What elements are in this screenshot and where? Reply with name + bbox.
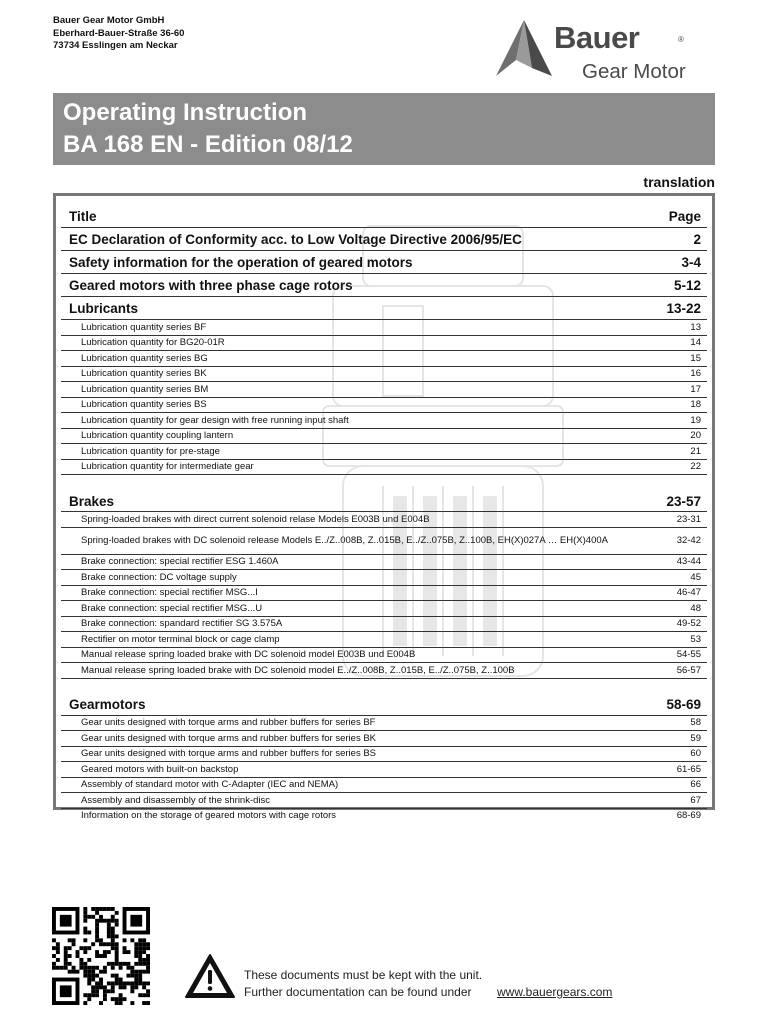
toc-subrow-label: Lubrication quantity coupling lantern: [81, 430, 234, 442]
toc-subrow-label: Information on the storage of geared motors with cage rotors: [81, 810, 337, 822]
toc-subrow[interactable]: [61, 793, 707, 809]
company-name: Bauer Gear Motor GmbH: [53, 15, 165, 26]
title-banner: [53, 93, 715, 165]
document-edition: BA 168 EN - Edition 08/12: [63, 131, 353, 158]
toc-subrow-page: 66: [690, 779, 701, 791]
toc-subrow-label: Brake connection: spandard rectifier SG 3.575A: [81, 618, 283, 630]
footer-note: [244, 967, 613, 1001]
toc-subrow-page: 23-31: [676, 513, 701, 525]
toc-subrow[interactable]: [61, 731, 707, 747]
toc-subrow-label: Lubrication quantity series BK: [81, 368, 207, 380]
bauer-logo-mark-icon: [494, 18, 554, 80]
bauer-logo: [494, 18, 716, 86]
toc-row-label: Geared motors with three phase cage rotors: [69, 277, 353, 293]
toc-subrow-page: 67: [690, 794, 701, 806]
toc-subrow-label: Brake connection: special rectifier MSG...U: [81, 602, 263, 614]
toc-subrow-label: Assembly and disassembly of the shrink-disc: [81, 794, 271, 806]
toc-subrow-page: 58: [690, 717, 701, 729]
toc-subrow-label: Manual release spring loaded brake with DC solenoid model E003B und E004B: [81, 649, 416, 661]
brand-subtitle: Gear Motor: [582, 60, 686, 83]
toc-section-page: 23-57: [666, 493, 701, 509]
toc-subrow[interactable]: [61, 809, 707, 824]
toc-subrow-page: 45: [690, 571, 701, 583]
toc-subrow-page: 13: [690, 321, 701, 333]
toc-subrow-page: 54-55: [676, 649, 701, 661]
toc-subrow[interactable]: [61, 747, 707, 763]
toc-subrow-label: Rectifier on motor terminal block or cage clamp: [81, 633, 280, 645]
toc-subrow-label: Gear units designed with torque arms and rubber buffers for series BK: [81, 732, 377, 744]
website-link[interactable]: www.bauergears.com: [497, 985, 613, 999]
brand-registered-mark: ®: [678, 35, 684, 44]
toc-subrow-page: 59: [690, 732, 701, 744]
gear-motor-watermark-icon: [293, 216, 593, 716]
toc-subrow-page: 19: [690, 414, 701, 426]
toc-subrow-page: 48: [690, 602, 701, 614]
warning-triangle-icon: [184, 953, 236, 999]
toc-subrow-page: 17: [690, 383, 701, 395]
brand-name: Bauer: [554, 20, 640, 55]
toc-subrow-label: Spring-loaded brakes with direct current solenoid relase Models E003B und E004B: [81, 513, 430, 525]
toc-subrow-label: Lubrication quantity for gear design with free running input shaft: [81, 414, 349, 426]
company-city: 73734 Esslingen am Neckar: [53, 40, 178, 51]
toc-subrow[interactable]: [61, 716, 707, 732]
toc-subrow-label: Assembly of standard motor with C-Adapter (IEC and NEMA): [81, 779, 339, 791]
table-of-contents: [53, 193, 715, 822]
toc-subrow-page: 16: [690, 368, 701, 380]
toc-subrow-label: Gear units designed with torque arms and rubber buffers for series BF: [81, 717, 376, 729]
toc-subrow-page: 43-44: [676, 556, 701, 568]
toc-subrow-page: 49-52: [676, 618, 701, 630]
document-title: Operating Instruction: [63, 99, 308, 126]
toc-header-page: Page: [668, 208, 701, 224]
toc-subrow-label: Manual release spring loaded brake with DC solenoid model E../Z..008B, Z..015B, E../Z..075B, Z..100B: [81, 664, 515, 676]
translation-label: translation: [643, 174, 715, 190]
toc-row-page: 13-22: [666, 300, 701, 316]
toc-row-page: 2: [693, 231, 701, 247]
toc-subrow-label: Lubrication quantity series BF: [81, 321, 207, 333]
qr-code-icon: [52, 907, 150, 1005]
toc-subrow-label: Brake connection: special rectifier ESG 1.460A: [81, 556, 279, 568]
toc-subrow-page: 14: [690, 337, 701, 349]
toc-subrow-label: Lubrication quantity for BG20-01R: [81, 337, 225, 349]
toc-subrow-label: Lubrication quantity for pre-stage: [81, 445, 220, 457]
toc-subrow-page: 56-57: [676, 664, 701, 676]
footer-line-1: These documents must be kept with the unit.: [244, 968, 483, 982]
toc-row-label: Lubricants: [69, 300, 139, 316]
company-address: [53, 15, 184, 53]
toc-subrow-label: Lubrication quantity series BG: [81, 352, 208, 364]
toc-subrow-label: Gear units designed with torque arms and rubber buffers for series BS: [81, 748, 377, 760]
toc-subrow-page: 15: [690, 352, 701, 364]
toc-subrow[interactable]: [61, 778, 707, 794]
footer-line-2: Further documentation can be found under: [244, 985, 472, 999]
toc-row-label: EC Declaration of Conformity acc. to Low Voltage Directive 2006/95/EC: [69, 231, 522, 247]
company-street: Eberhard-Bauer-Straße 36-60: [53, 27, 185, 39]
toc-row-label: Safety information for the operation of geared motors: [69, 254, 413, 270]
toc-header-title: Title: [69, 208, 97, 224]
toc-subrow-label: Geared motors with built-on backstop: [81, 763, 239, 775]
toc-subrow-label: Lubrication quantity for intermediate gear: [81, 461, 254, 473]
toc-row-page: 3-4: [681, 254, 701, 270]
toc-subrow-label: Spring-loaded brakes with DC solenoid release Models E../Z..008B, Z..015B, E../Z..075B, Z..100B, EH(X)027A … EH(X)400A: [81, 534, 608, 546]
toc-subrow-page: 60: [690, 748, 701, 760]
toc-subrow-page: 22: [690, 461, 701, 473]
toc-subrow-page: 68-69: [676, 810, 701, 822]
toc-subrow[interactable]: [61, 762, 707, 778]
toc-section-label: Brakes: [69, 493, 115, 509]
toc-subrow-page: 20: [690, 430, 701, 442]
toc-subrow-label: Lubrication quantity series BM: [81, 383, 209, 395]
gearmotors-list: [61, 716, 707, 824]
toc-subrow-label: Lubrication quantity series BS: [81, 399, 207, 411]
toc-subrow-label: Brake connection: DC voltage supply: [81, 571, 237, 583]
toc-subrow-label: Brake connection: special rectifier MSG...I: [81, 587, 258, 599]
toc-subrow-page: 21: [690, 445, 701, 457]
toc-subrow-page: 18: [690, 399, 701, 411]
toc-section-label: Gearmotors: [69, 697, 146, 712]
toc-subrow-page: 53: [690, 633, 701, 645]
toc-subrow-page: 32-42: [676, 535, 701, 546]
toc-row-page: 5-12: [673, 277, 701, 293]
toc-subrow-page: 46-47: [676, 587, 701, 599]
toc-subrow-page: 61-65: [676, 763, 701, 775]
toc-section-page: 58-69: [666, 697, 701, 712]
